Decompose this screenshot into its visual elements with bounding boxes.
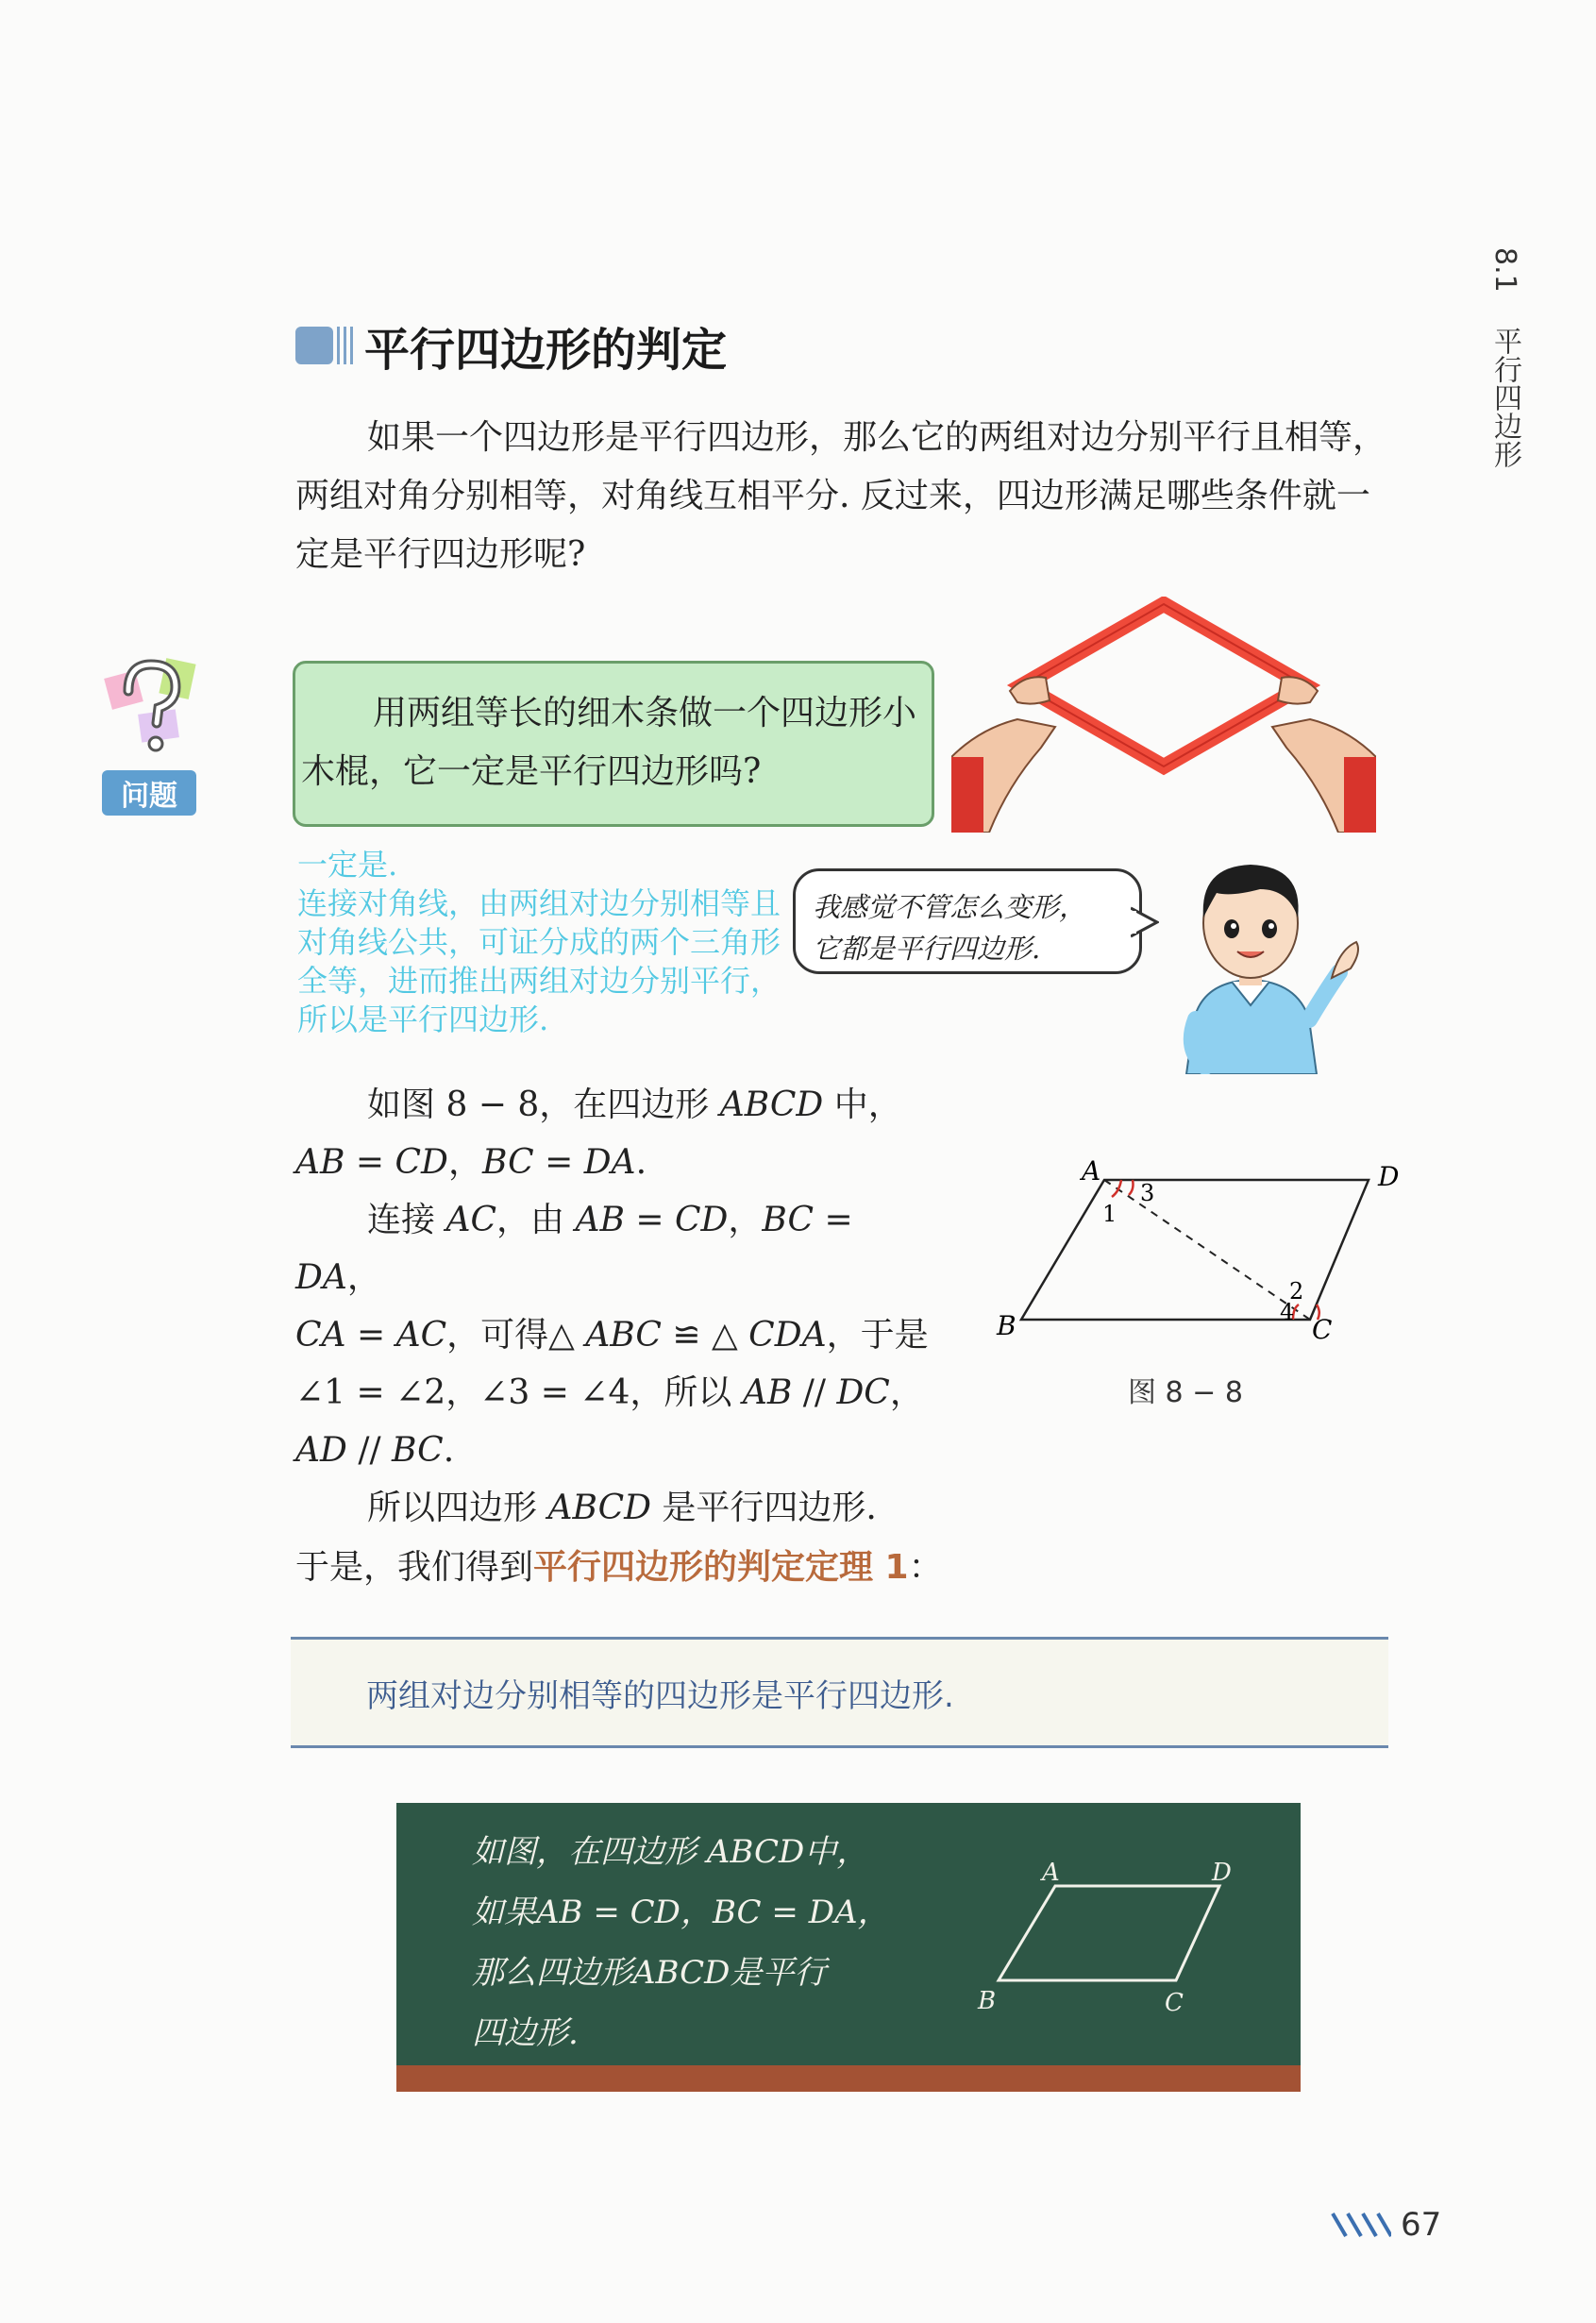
page-number: 67 (1401, 2206, 1442, 2244)
section-heading (295, 311, 727, 379)
board-label-d: D (1212, 1859, 1232, 1887)
problem-text: 用两组等长的细木条做一个四边形小木棍，它一定是平行四边形吗? (301, 694, 917, 791)
running-head-title: 平行四边形 (1488, 327, 1521, 468)
proof-line: AB = CD，BC = DA. (295, 1143, 647, 1182)
boy-illustration (1137, 831, 1364, 1074)
problem-box (293, 661, 934, 827)
bubble-line-2: 它都是平行四边形. (813, 933, 1041, 965)
proof-line: AD // BC. (295, 1431, 455, 1470)
blackboard-text (472, 1822, 963, 2063)
blackboard-line: 如果AB = CD，BC = DA， (472, 1894, 890, 1931)
blackboard-line: 四边形. (472, 2014, 579, 2052)
blackboard-line: 那么四边形ABCD是平行 (472, 1954, 827, 1992)
board-label-b: B (978, 1987, 997, 2015)
figure-8-8 (991, 1153, 1425, 1342)
theorem-statement (291, 1637, 1388, 1748)
page-footer (1331, 2201, 1441, 2248)
answer-line: 一定是. (297, 847, 398, 883)
intro-text: 如果一个四边形是平行四边形，那么它的两组对边分别平行且相等，两组对角分别相等，对角线互相平分. 反过来，四边形满足哪些条件就一定是平行四边形呢? (295, 418, 1387, 574)
speech-bubble (793, 868, 1142, 974)
parallelogram-abcd (1021, 1180, 1369, 1320)
problem-label: 问题 (102, 770, 196, 816)
answer-note (297, 846, 788, 1039)
theorem-text: 两组对边分别相等的四边形是平行四边形. (366, 1676, 954, 1715)
angle-label-1: 1 (1102, 1201, 1117, 1227)
board-label-a: A (1042, 1859, 1060, 1887)
blackboard-frame (396, 2065, 1301, 2092)
vertex-label-c: C (1312, 1314, 1333, 1342)
angle-label-4: 4 (1280, 1299, 1295, 1325)
answer-line: 连接对角线，由两组对边分别相等且对角线公共，可证分成的两个三角形全等，进而推出两组对边分别平行，所以是平行四边形. (297, 885, 781, 1037)
proof-line: 如图 8 − 8，在四边形 ABCD 中， (367, 1086, 902, 1124)
angle-label-2: 2 (1289, 1278, 1304, 1305)
running-head-number: 8.1 (1488, 247, 1521, 293)
blackboard-parallelogram (972, 1848, 1255, 2018)
heading-marker-icon (295, 325, 353, 366)
angle-label-3: 3 (1140, 1180, 1155, 1206)
vertex-label-a: A (1082, 1155, 1101, 1187)
intro-paragraph (295, 409, 1390, 584)
board-label-c: C (1165, 1989, 1184, 2017)
theorem-name: 平行四边形的判定定理 1 (533, 1548, 909, 1587)
running-head (1484, 247, 1540, 474)
theorem-intro-lead: 于是，我们得到 (295, 1548, 534, 1587)
blackboard-line: 如图，在四边形 ABCD中， (472, 1833, 869, 1871)
proof-line: CA = AC，可得△ ABC ≌ △ CDA，于是 (295, 1316, 929, 1355)
proof-line: 连接 AC，由 AB = CD，BC = DA， (295, 1201, 853, 1297)
wooden-frame-illustration (951, 597, 1376, 833)
page-marker-icon (1331, 2210, 1391, 2240)
proof-line: ∠1 = ∠2，∠3 = ∠4，所以 AB // DC， (295, 1373, 924, 1412)
vertex-label-b: B (997, 1310, 1016, 1341)
figure-caption: 图 8 − 8 (1128, 1376, 1243, 1409)
section-title: 平行四边形的判定 (364, 323, 728, 377)
proof-line: 所以四边形 ABCD 是平行四边形. (367, 1489, 877, 1527)
theorem-intro-colon: ： (908, 1548, 943, 1587)
theorem-intro (295, 1539, 943, 1597)
bubble-line-1: 我感觉不管怎么变形， (813, 891, 1087, 923)
vertex-label-d: D (1378, 1161, 1400, 1192)
question-mark-icon (102, 653, 200, 757)
proof-text (295, 1076, 947, 1537)
